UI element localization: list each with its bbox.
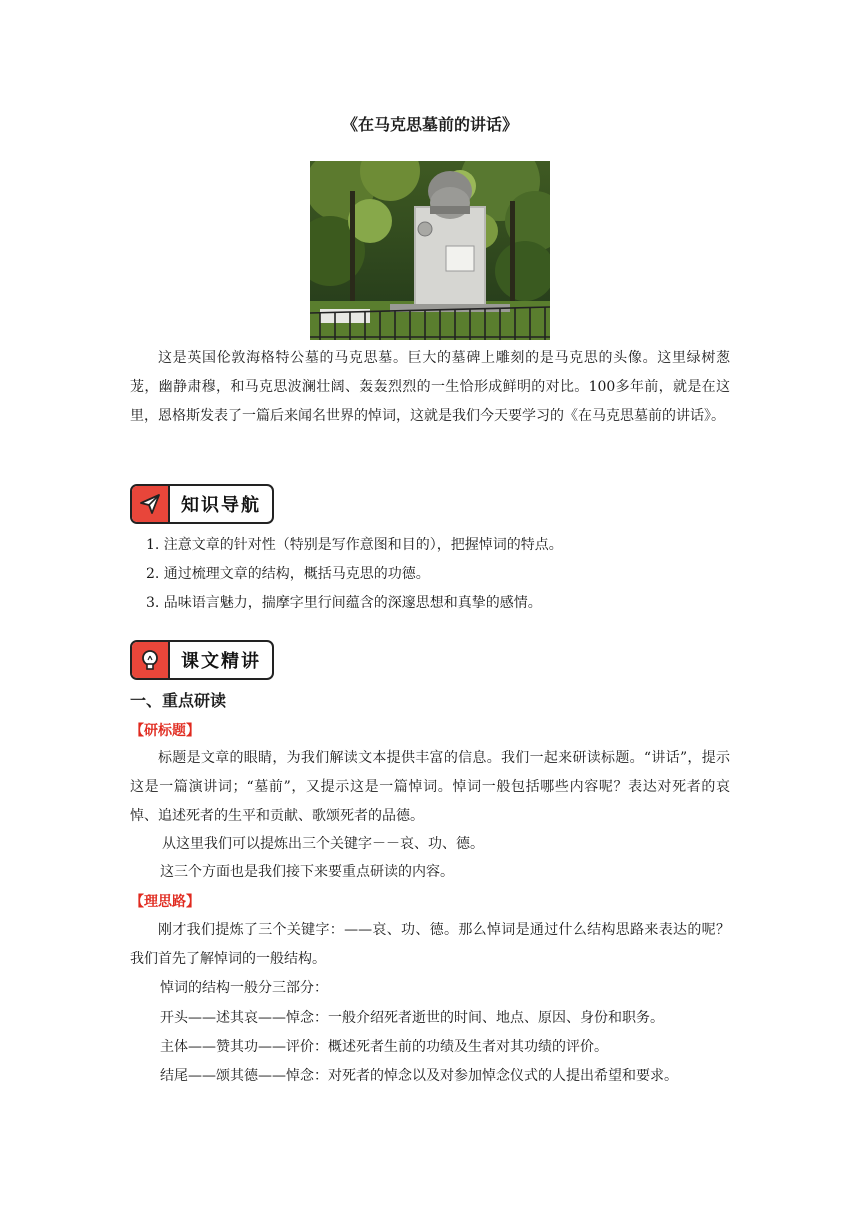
knowledge-nav-badge	[130, 484, 274, 524]
structure-body-line: 主体——赞其功——评价：概述死者生前的功绩及生者对其功绩的评价。	[160, 1039, 608, 1055]
knowledge-item: 2. 通过梳理文章的结构，概括马克思的功德。	[146, 566, 430, 582]
marx-tomb-photo	[310, 161, 550, 340]
knowledge-item: 3. 品味语言魅力，揣摩字里行间蕴含的深邃思想和真挚的感情。	[146, 595, 542, 611]
structure-paragraph: 刚才我们提炼了三个关键字：——哀、功、德。那么悼词是通过什么结构思路来表达的呢？我们首先了解悼词的一般结构。	[130, 922, 730, 967]
structure-ending-line: 结尾——颂其德——悼念：对死者的悼念以及对参加悼念仪式的人提出希望和要求。	[160, 1068, 678, 1084]
tag-study-title: 【研标题】	[130, 723, 200, 739]
intro-paragraph: 这是英国伦敦海格特公墓的马克思墓。巨大的墓碑上雕刻的是马克思的头像。这里绿树葱茏，幽静肃穆，和马克思波澜壮阔、轰轰烈烈的一生恰形成鲜明的对比。100多年前，就是在这里，恩格斯发表了一篇后来闻名世界的悼词，这就是我们今天要学习的《在马克思墓前的讲话》。	[130, 350, 730, 424]
structure-opening-line: 开头——述其哀——悼念：一般介绍死者逝世的时间、地点、原因、身份和职务。	[160, 1010, 664, 1026]
focus-line: 这三个方面也是我们接下来要重点研读的内容。	[160, 864, 454, 880]
knowledge-nav-label: 知识导航	[181, 495, 261, 516]
title-analysis-paragraph: 标题是文章的眼睛，为我们解读文本提供丰富的信息。我们一起来研读标题。“讲话”，提示这是一篇演讲词；“墓前”，又提示这是一篇悼词。悼词一般包括哪些内容呢？表达对死者的哀悼、追述死者的生平和贡献、歌颂死者的品德。	[130, 750, 730, 824]
section-heading: 一、重点研读	[130, 691, 227, 710]
lesson-badge	[130, 640, 274, 680]
key-words-line: 从这里我们可以提炼出三个关键字－－哀、功、德。	[162, 836, 484, 852]
structure-intro-line: 悼词的结构一般分三部分：	[160, 980, 328, 996]
lightbulb-icon	[132, 642, 170, 678]
tag-structure: 【理思路】	[130, 894, 200, 910]
lesson-label: 课文精讲	[181, 651, 261, 672]
knowledge-item: 1. 注意文章的针对性（特别是写作意图和目的），把握悼词的特点。	[146, 537, 563, 553]
page-title: 《在马克思墓前的讲话》	[341, 115, 518, 134]
paper-plane-icon	[132, 486, 170, 522]
